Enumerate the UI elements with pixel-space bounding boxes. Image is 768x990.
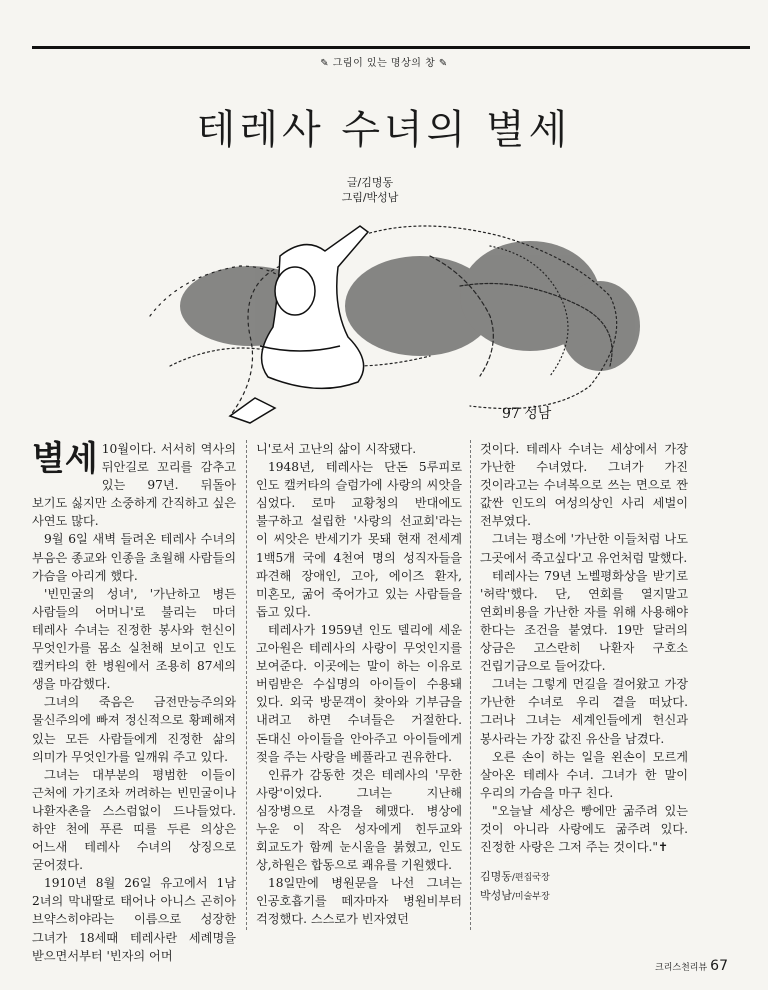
byline-role: /편집국장 <box>511 873 550 884</box>
byline <box>480 887 688 906</box>
paragraph: 오른 손이 하는 일을 왼손이 모르게 살아온 테레사 수녀. 그녀가 한 말이 우리의 가슴을 마구 친다. <box>480 749 688 800</box>
paragraph: '빈민굴의 성녀', '가난하고 병든 사람들의 어머니'로 불리는 마더 테레사 수녀는 진정한 봉사와 헌신이 무엇인가를 몸소 실천해 보이고 인도 캘커타의 한 병원에서 조용히 87세의 생을 마감했다. <box>32 586 236 692</box>
paragraph: 9월 6일 새벽 들려온 테레사 수녀의 부음은 종교와 인종을 초월해 사람들의 가슴을 아리게 했다. <box>32 532 236 583</box>
dropcap: 별세 <box>32 439 98 479</box>
top-rule <box>32 46 750 49</box>
paragraph: 그녀는 평소에 '가난한 이들처럼 나도 그곳에서 죽고싶다'고 유언처럼 말했다. <box>480 532 688 565</box>
magazine-name: 크리스천리뷰 <box>655 963 708 973</box>
artist-credit: 그림/박성남 <box>341 191 399 204</box>
paragraph: 그녀의 죽음은 금전만능주의와 물신주의에 빠져 정신적으로 황폐해져 있는 모든 사람들에게 진정한 삶의 의미가 무엇인가를 일깨워 주고 있다. <box>32 695 236 764</box>
section-label: ✎ 그림이 있는 명상의 창 ✎ <box>320 58 448 69</box>
paragraph: 테레사가 1959년 인도 델리에 세운 고아원은 테레사의 사랑이 무엇인지를 보여준다. 이곳에는 말이 하는 이유로 버림받은 수십명의 아이들이 수용돼 있다. 외국 방문객이 찾아와 기부금을 내려고 하면 수녀들은 거절한다. 돈대신 아이들을 안아주고 아이들에게 젖을 주는 사랑을 베풀라고 권유한다. <box>256 622 462 764</box>
writer-credit: 글/김명동 <box>346 176 394 189</box>
byline-name: 박성남 <box>480 889 512 903</box>
paragraph: 10월이다. 서서히 역사의 뒤안길로 꼬리를 감추고 있는 97년. 뒤돌아 보기도 싫지만 소중하게 간직하고 싶은 사연도 많다. <box>32 442 236 529</box>
article-column-2 <box>256 440 462 929</box>
column-divider <box>470 440 471 930</box>
paragraph: 인류가 감동한 것은 테레사의 '무한 사랑'이었다. 그녀는 지난해 심장병으로 사경을 헤맸다. 병상에 누운 이 작은 성자에게 힌두교와 회교도가 함께 눈시울을 붉혔고, 인도 상,하원은 합동으로 쾌유를 기원했다. <box>256 767 462 873</box>
article-column-3 <box>480 440 688 906</box>
byline <box>480 868 688 887</box>
paragraph: "오늘날 세상은 빵에만 굶주려 있는 것이 아니라 사랑에도 굶주려 있다. 진정한 사랑은 그저 주는 것이다."✝ <box>480 803 688 855</box>
paragraph: 18일만에 병원문을 나선 그녀는 인공호흡기를 떼자마자 병원비부터 걱정했다. 스스로가 빈자였던 <box>256 876 462 927</box>
page-folio <box>655 958 728 974</box>
paragraph: 것이다. 테레사 수녀는 세상에서 가장 가난한 수녀였다. 그녀가 가진 것이라고는 수녀복으로 쓰는 면으로 짠 값싼 인도의 여성의상인 사리 세벌이 전부였다. <box>480 442 688 529</box>
illustration-signature: 97 성남 <box>502 406 552 422</box>
paragraph: 테레사는 79년 노벨평화상을 받기로 '허락'했다. 단, 연회를 열지말고 연회비용을 가난한 자를 위해 사용해야 한다는 조건을 붙였다. 19만 달러의 상금은 고스란히 나환자 구호소 건립기금으로 들어갔다. <box>480 568 688 674</box>
nun-praying-drawing-icon <box>130 196 650 428</box>
paragraph: 1948년, 테레사는 단돈 5루피로 인도 캘커타의 슬럼가에 사랑의 씨앗을 심었다. 로마 교황청의 반대에도 불구하고 설립한 '사랑의 선교회'라는 이 씨앗은 반세기가 못돼 현재 전세계 1백5개 국에 4천여 명의 성직자들을 파견해 장애인, 고아, 에이즈 환자, 미혼모, 굶어 죽어가고 있는 사람들을 돕고 있다. <box>256 460 462 619</box>
paragraph: 그녀는 대부분의 평범한 이들이 근처에 가기조차 꺼려하는 빈민굴이나 나환자촌을 스스럼없이 드나들었다. 하얀 천에 푸른 띠를 두른 의상은 어느새 테레사 수녀의 상징으로 굳어졌다. <box>32 767 236 873</box>
page-number: 67 <box>710 958 728 974</box>
paragraph: 니'로서 고난의 삶이 시작됐다. <box>256 442 417 456</box>
bylines <box>480 868 688 906</box>
column-divider <box>246 440 247 930</box>
article-column-1 <box>32 440 236 965</box>
byline-name: 김명동 <box>480 870 512 884</box>
paragraph: 1910년 8월 26일 유고에서 1남 2녀의 막내딸로 태어나 아니스 곤히아 브약스히야라는 이름으로 성장한 그녀가 18세때 테레사란 세례명을 받으면서부터 '빈자의 어머 <box>32 876 236 963</box>
byline-role: /미술부장 <box>511 892 550 903</box>
paragraph: 그녀는 그렇게 먼길을 걸어왔고 가장 가난한 수녀로 우리 곁을 떠났다. 그러나 그녀는 세계인들에게 헌신과 봉사라는 가장 값진 유산을 남겼다. <box>480 677 688 746</box>
article-title: 테레사 수녀의 별세 <box>196 107 572 153</box>
